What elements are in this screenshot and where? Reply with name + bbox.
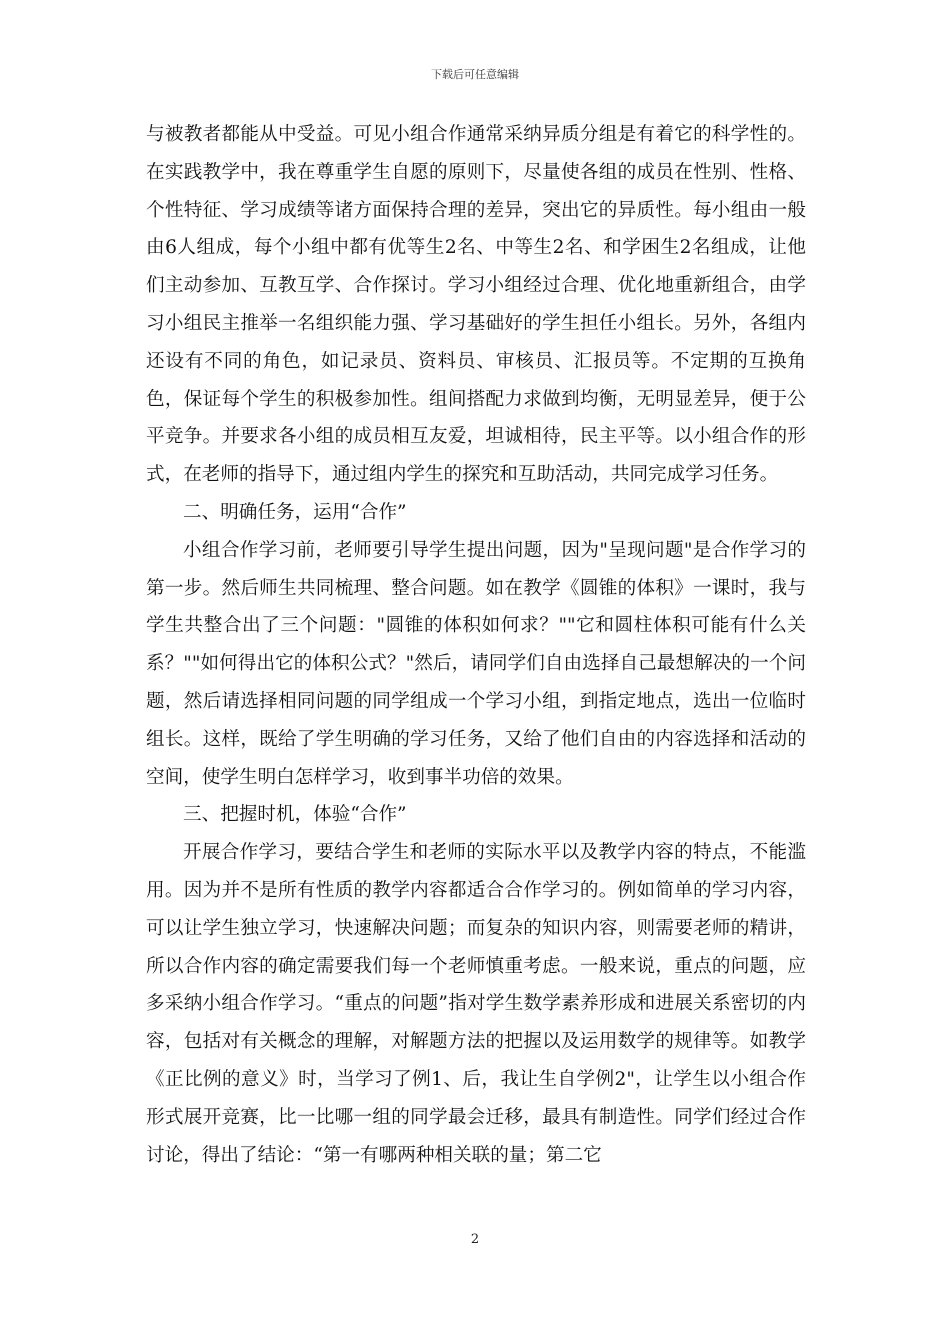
paragraph-tasks: 小组合作学习前，老师要引导学生提出问题，因为"呈现问题"是合作学习的第一步。然后师生共同梳理、整合问题。如在教学《圆锥的体积》一课时，我与学生共整合出了三个问题："圆锥的体积如何求？""它和圆柱体积可能有什么关系？""如何得出它的体积公式？"然后，请同学们自由选择自己最想解决的一个问题，然后请选择相同问题的同学组成一个学习小组，到指定地点，选出一位临时组长。这样，既给了学生明确的学习任务，又给了他们自由的内容选择和活动的空间，使学生明白怎样学习，收到事半功倍的效果。	[146, 539, 806, 788]
document-body	[146, 116, 806, 1174]
paragraph-grouping: 与被教者都能从中受益。可见小组合作通常采纳异质分组是有着它的科学性的。在实践教学中，我在尊重学生自愿的原则下，尽量使各组的成员在性别、性格、个性特征、学习成绩等诸方面保持合理的差异，突出它的异质性。每小组由一般由6人组成，每个小组中都有优等生2名、中等生2名、和学困生2名组成，让他们主动参加、互教互学、合作探讨。学习小组经过合理、优化地重新组合，由学习小组民主推举一名组织能力强、学习基础好的学生担任小组长。另外，各组内还设有不同的角色，如记录员、资料员、审核员、汇报员等。不定期的互换角色，保证每个学生的积极参加性。组间搭配力求做到均衡，无明显差异，便于公平竞争。并要求各小组的成员相互友爱，坦诚相待，民主平等。以小组合作的形式，在老师的指导下，通过组内学生的探究和互助活动，共同完成学习任务。	[146, 124, 806, 486]
page-number: 2	[470, 1232, 480, 1247]
section-heading-3: 三、把握时机，体验“合作”	[183, 804, 407, 826]
page-header: 下载后可任意编辑	[431, 68, 519, 81]
section-heading-2: 二、明确任务，运用“合作”	[183, 501, 407, 523]
paragraph-timing: 开展合作学习，要结合学生和老师的实际水平以及教学内容的特点，不能滥用。因为并不是所有性质的教学内容都适合合作学习的。例如简单的学习内容，可以让学生独立学习，快速解决问题；而复杂的知识内容，则需要老师的精讲，所以合作内容的确定需要我们每一个老师慎重考虑。一般来说，重点的问题，应多采纳小组合作学习。“重点的问题”指对学生数学素养形成和进展关系密切的内容，包括对有关概念的理解，对解题方法的把握以及运用数学的规律等。如教学《正比例的意义》时，当学习了例1、后，我让生自学例2"，让学生以小组合作形式展开竞赛，比一比哪一组的同学最会迁移，最具有制造性。同学们经过合作讨论，得出了结论：“第一有哪两种相关联的量；第二它	[146, 842, 806, 1166]
